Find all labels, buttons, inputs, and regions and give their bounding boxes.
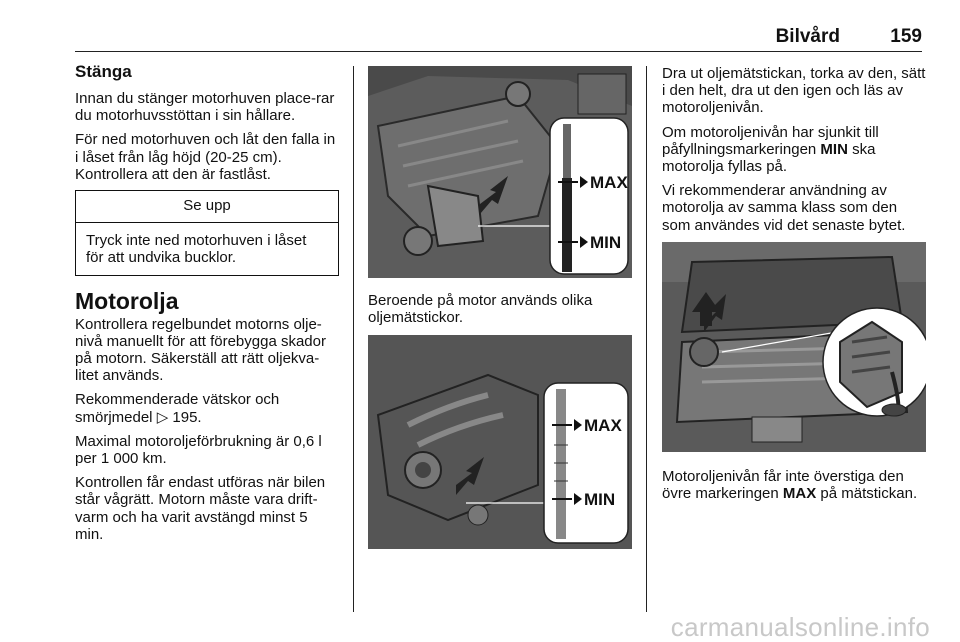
column-left bbox=[75, 62, 339, 550]
engine-illustration bbox=[662, 242, 926, 452]
paragraph-text: Rekommenderade vätskor och smörjmedel bbox=[75, 391, 280, 426]
page-ref-link[interactable]: 195. bbox=[172, 408, 202, 426]
engine-dipstick-figure-2 bbox=[368, 335, 632, 549]
caution-title: Se upp bbox=[76, 191, 338, 223]
paragraph-text: Om motoroljenivån har sjunkit till påfyllningsmarkeringen bbox=[662, 123, 879, 158]
paragraph: Dra ut oljemätstickan, torka av den, sätt i den helt, dra ut den igen och läs av motoroljenivån. bbox=[662, 65, 926, 117]
column-divider bbox=[646, 66, 647, 612]
column-middle bbox=[368, 62, 632, 549]
paragraph bbox=[662, 124, 926, 176]
paragraph: För ned motorhuven och låt den falla in i låset från låg höjd (20-25 cm). Kontrollera att den är fastlåst. bbox=[75, 131, 336, 183]
page-header bbox=[75, 26, 922, 52]
paragraph: Kontrollera regelbundet motorns olje-nivå manuellt för att förebygga skador på motorn. Säkerställ att rätt oljekva-litet används. bbox=[75, 315, 326, 385]
paragraph bbox=[662, 468, 926, 502]
column-divider bbox=[353, 66, 354, 612]
caution-box bbox=[75, 190, 339, 276]
paragraph-text: på mätstickan. bbox=[816, 485, 918, 503]
engine-illustration bbox=[368, 66, 632, 278]
paragraph: Innan du stänger motorhuven place-rar du motorhuvsstöttan i sin hållare. bbox=[75, 90, 335, 125]
page-ref-icon: ▷ bbox=[156, 408, 173, 426]
oil-filler-figure bbox=[662, 242, 926, 452]
engine-dipstick-figure-1 bbox=[368, 66, 632, 278]
max-label: MAX bbox=[590, 173, 628, 192]
column-right bbox=[662, 62, 926, 509]
watermark: carmanualsonline.info bbox=[670, 612, 930, 642]
heading-engine-oil: Motorolja bbox=[75, 287, 179, 314]
paragraph: Maximal motoroljeförbrukning är 0,6 l per 1 000 km. bbox=[75, 432, 322, 468]
min-label: MIN bbox=[590, 233, 622, 252]
caution-text: Tryck inte ned motorhuven i låset för att undvika bucklor. bbox=[86, 232, 307, 267]
paragraph: Vi rekommenderar användning av motorolja av samma klass som den som användes vid det senaste bytet. bbox=[662, 182, 906, 234]
page-number: 159 bbox=[890, 26, 922, 47]
heading-close: Stänga bbox=[75, 62, 132, 81]
section-title: Bilvård bbox=[775, 26, 840, 47]
figure-caption: Beroende på motor används olika oljemätstickor. bbox=[368, 292, 593, 327]
max-label: MAX bbox=[584, 416, 622, 436]
min-mark-text: MIN bbox=[820, 140, 848, 158]
engine-illustration bbox=[368, 335, 632, 549]
paragraph bbox=[75, 391, 339, 425]
paragraph-text: Motoroljenivån får inte överstiga den övre markeringen bbox=[662, 467, 904, 503]
paragraph-text: ska motorolja fyllas på. bbox=[662, 140, 876, 176]
paragraph: Kontrollen får endast utföras när bilen står vågrätt. Motorn måste vara drift-varm och ha varit avstängd minst 5 min. bbox=[75, 474, 326, 543]
min-label: MIN bbox=[584, 490, 616, 510]
max-mark-text: MAX bbox=[782, 485, 817, 503]
